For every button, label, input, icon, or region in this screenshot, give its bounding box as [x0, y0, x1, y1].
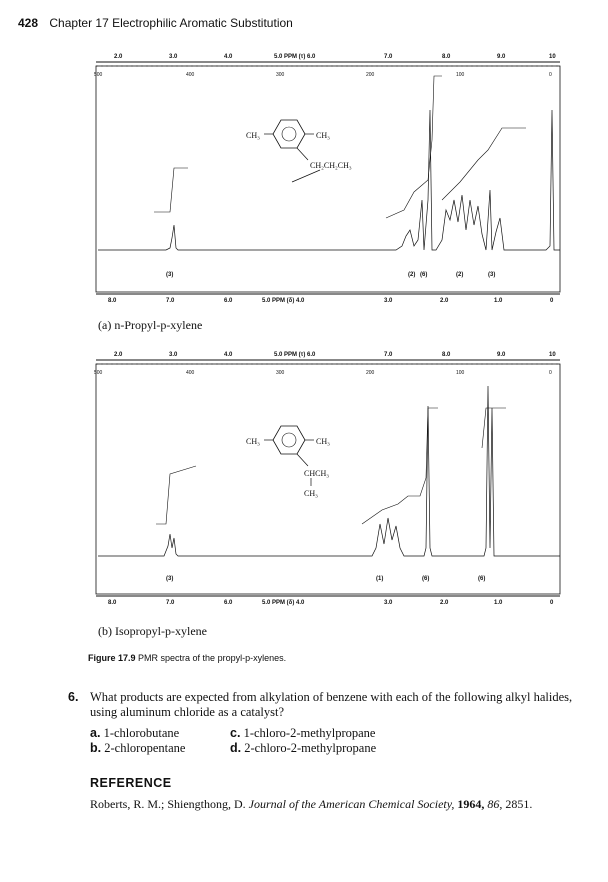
spectrum-a-plot — [86, 50, 570, 310]
bottom-tick: 2.0 — [440, 600, 449, 606]
integral-label: (3) — [166, 576, 174, 582]
integral-label: (6) — [422, 576, 430, 582]
figure-label: Figure 17.9 — [88, 653, 136, 663]
top-axis-label: 5.0 PPM (τ) 6.0 — [274, 352, 316, 358]
structure-substituent: CHCH₃ — [304, 469, 330, 478]
spectrum-b-caption: (b) Isopropyl-p-xylene — [98, 624, 207, 638]
hz-tick: 400 — [186, 370, 195, 376]
hz-tick: 400 — [186, 72, 195, 78]
hz-tick: 0 — [549, 370, 552, 376]
top-tick: 4.0 — [224, 352, 233, 358]
bottom-axis-label: 5.0 PPM (δ) 4.0 — [262, 600, 305, 606]
top-tick: 10 — [549, 352, 556, 358]
bottom-tick: 6.0 — [224, 600, 233, 606]
bottom-tick: 1.0 — [494, 600, 503, 606]
reference-citation: Roberts, R. M.; Shiengthong, D. Journal of the American Chemical Society, 1964, 86, 2851. — [90, 797, 533, 811]
hz-tick: 0 — [549, 72, 552, 78]
bottom-tick: 8.0 — [108, 298, 117, 304]
top-tick: 9.0 — [497, 352, 506, 358]
bottom-tick: 1.0 — [494, 298, 503, 304]
reference-heading: REFERENCE — [90, 776, 172, 790]
integral-label: (2) — [408, 272, 416, 278]
hz-tick: 200 — [366, 370, 375, 376]
structure-right: CH₃ — [316, 131, 330, 140]
hz-tick: 300 — [276, 72, 285, 78]
question-text: What products are expected from alkylation of benzene with each of the following alkyl halides, using aluminum chloride as a catalyst? — [90, 690, 573, 719]
structure-left: CH₃ — [246, 437, 260, 446]
hz-tick: 500 — [94, 370, 103, 376]
top-axis-label: 5.0 PPM (τ) 6.0 — [274, 54, 316, 60]
top-tick: 3.0 — [169, 54, 178, 60]
figure-caption-text: PMR spectra of the propyl-p-xylenes. — [135, 653, 287, 663]
spectrum-b-plot — [86, 348, 570, 618]
question-number: 6. — [68, 690, 79, 704]
integral-label: (1) — [376, 576, 384, 582]
top-tick: 3.0 — [169, 352, 178, 358]
chapter-title: Chapter 17 Electrophilic Aromatic Substitution — [49, 16, 293, 30]
bottom-tick: 6.0 — [224, 298, 233, 304]
bottom-tick: 7.0 — [166, 600, 175, 606]
top-tick: 4.0 — [224, 54, 233, 60]
top-tick: 8.0 — [442, 54, 451, 60]
bottom-tick: 0 — [550, 298, 554, 304]
integral-label: (3) — [166, 272, 174, 278]
hz-tick: 300 — [276, 370, 285, 376]
spectrum-a-caption: (a) n-Propyl-p-xylene — [98, 318, 203, 332]
top-tick: 9.0 — [497, 54, 506, 60]
integral-label: (6) — [478, 576, 486, 582]
structure-right: CH₃ — [316, 437, 330, 446]
option-b: b. 2-chloropentane — [90, 741, 186, 755]
spectrum-b — [86, 348, 570, 618]
integral-label: (3) — [488, 272, 496, 278]
bottom-axis-label: 5.0 PPM (δ) 4.0 — [262, 298, 305, 304]
bottom-tick: 3.0 — [384, 298, 393, 304]
page-number: 428 — [18, 16, 39, 30]
integral-label: (2) — [456, 272, 464, 278]
hz-tick: 200 — [366, 72, 375, 78]
option-c: c. 1-chloro-2-methylpropane — [230, 726, 376, 740]
hz-tick: 100 — [456, 370, 465, 376]
bottom-tick: 7.0 — [166, 298, 175, 304]
figure-caption — [88, 653, 286, 663]
integral-label: (6) — [420, 272, 428, 278]
bottom-tick: 0 — [550, 600, 554, 606]
bottom-tick: 2.0 — [440, 298, 449, 304]
hz-tick: 100 — [456, 72, 465, 78]
spectrum-a — [86, 50, 570, 310]
top-tick: 7.0 — [384, 54, 393, 60]
top-tick: 8.0 — [442, 352, 451, 358]
structure-substituent: CH₂CH₂CH₃ — [310, 161, 352, 170]
option-d: d. 2-chloro-2-methylpropane — [230, 741, 377, 755]
top-tick: 7.0 — [384, 352, 393, 358]
top-tick: 10 — [549, 54, 556, 60]
top-tick: 2.0 — [114, 352, 123, 358]
bottom-tick: 8.0 — [108, 600, 117, 606]
option-a: a. 1-chlorobutane — [90, 726, 180, 740]
structure-left: CH₃ — [246, 131, 260, 140]
structure-substituent-methyl: CH₃ — [304, 489, 318, 498]
top-tick: 2.0 — [114, 54, 123, 60]
bottom-tick: 3.0 — [384, 600, 393, 606]
hz-tick: 500 — [94, 72, 103, 78]
page-header — [18, 16, 293, 30]
